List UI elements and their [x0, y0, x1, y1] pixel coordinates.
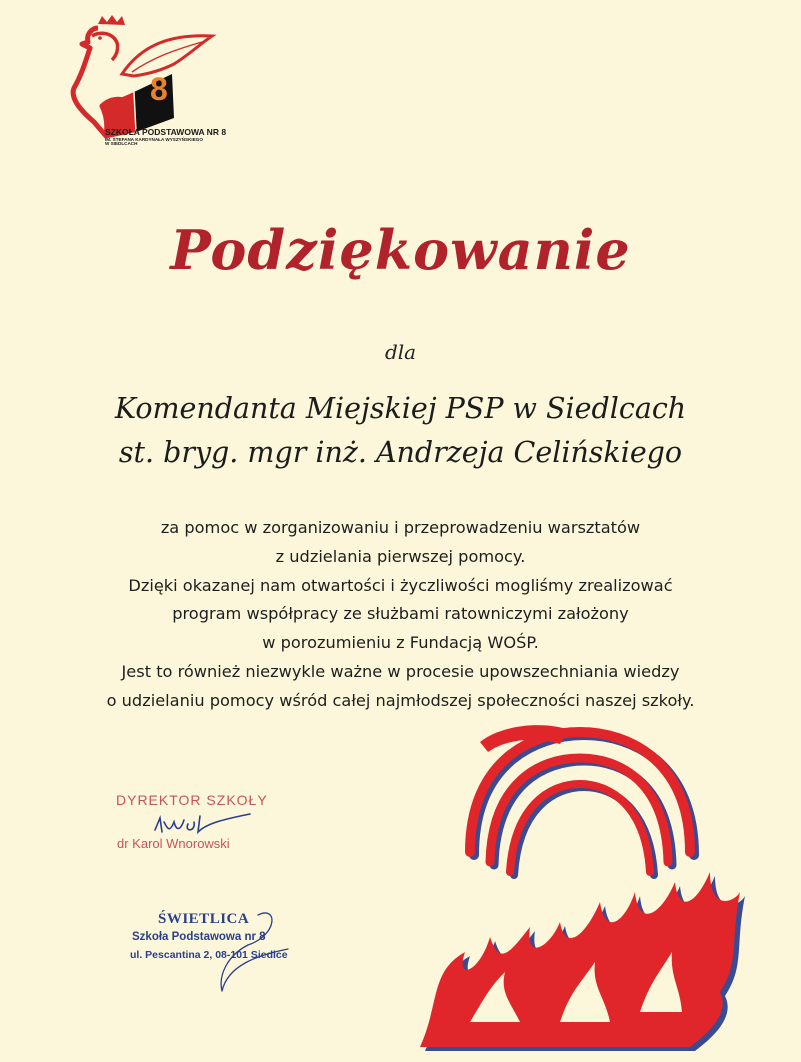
- logo-caption-line3: W SIEDLCACH: [105, 141, 138, 147]
- certificate-body: [0, 514, 801, 716]
- logo-caption-line1: SZKOŁA PODSTAWOWA NR 8: [105, 127, 227, 137]
- logo-caption-line2: IM. STEFANA KARDYNAŁA WYSZYŃSKIEGO: [105, 136, 203, 142]
- recipient-line2: st. bryg. mgr inż. Andrzeja Celińskiego: [118, 436, 683, 469]
- school-stamp-line3: ul. Pescantina 2, 08-101 Siedlce: [130, 949, 288, 961]
- director-stamp: [100, 790, 300, 860]
- body-line: za pomoc w zorganizowaniu i przeprowadzeniu warsztatów: [160, 518, 641, 537]
- body-line: Dzięki okazanej nam otwartości i życzliwości mogliśmy zrealizować: [128, 575, 673, 595]
- director-stamp-title: DYREKTOR SZKOŁY: [116, 792, 268, 808]
- logo-caption: [105, 128, 226, 147]
- for-word: dla: [384, 340, 417, 364]
- recipient-line1: Komendanta Miejskiej PSP w Siedlcach: [114, 392, 687, 425]
- body-line: w porozumieniu z Fundacją WOŚP.: [262, 633, 539, 653]
- logo-number: 8: [150, 71, 168, 107]
- school-stamp: [118, 905, 318, 995]
- body-line: program współpracy ze służbami ratowniczymi założony: [172, 604, 629, 624]
- school-eagle-book-logo-icon: [62, 14, 232, 174]
- school-stamp-line2: Szkoła Podstawowa nr 8: [132, 931, 266, 943]
- body-line: Jest to również niezwykle ważne w procesie upowszechniania wiedzy: [121, 661, 680, 681]
- certificate-title: Podziękowanie: [170, 218, 631, 282]
- school-stamp-line1: ŚWIETLICA: [158, 911, 250, 927]
- school-logo: [62, 14, 232, 174]
- firefighter-helmet-flames-icon: [410, 722, 750, 1052]
- director-name: dr Karol Wnorowski: [117, 836, 230, 851]
- body-line: o udzielaniu pomocy wśród całej najmłodszej społeczności naszej szkoły.: [106, 690, 695, 710]
- body-line: z udzielania pierwszej pomocy.: [275, 546, 526, 566]
